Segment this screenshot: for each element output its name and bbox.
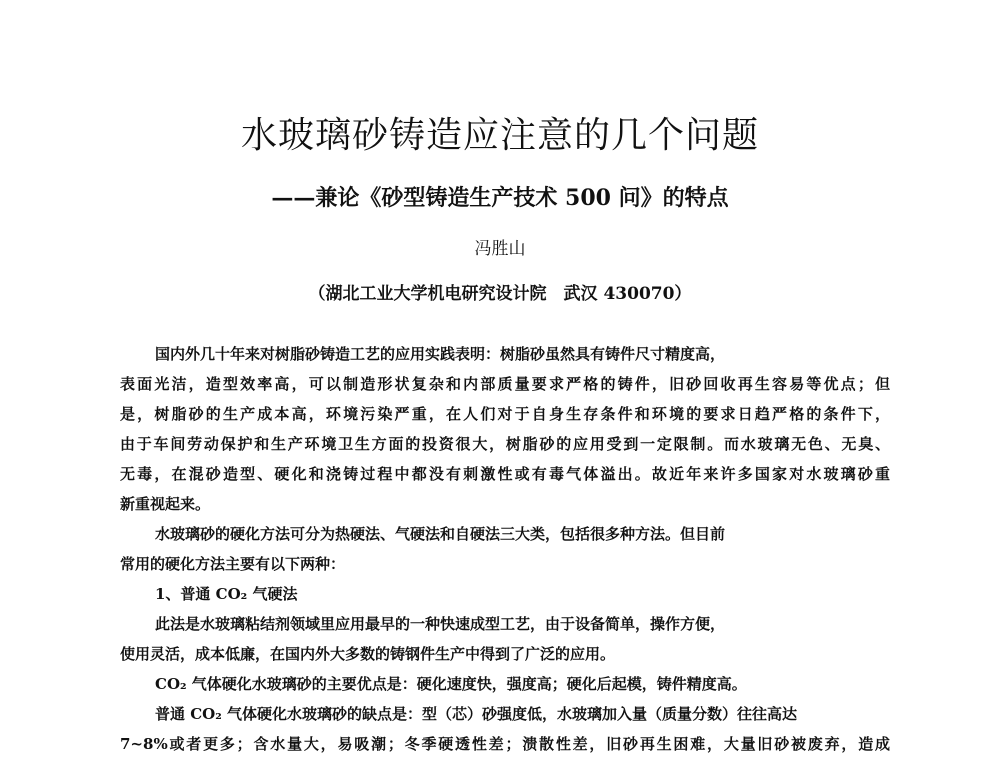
body-line: 此法是水玻璃粘结剂领域里应用最早的一种快速成型工艺，由于设备简单，操作方便， [155,615,726,633]
body-line: CO₂ 气体硬化水玻璃砂的主要优点是：硬化速度快，强度高；硬化后起模，铸件精度高。 [155,675,747,693]
paper-body [120,339,890,759]
body-line: 是，树脂砂的生产成本高，环境污染严重，在人们对于自身生存条件和环境的要求日趋严格的条件下， [120,405,890,423]
body-line: 使用灵活，成本低廉，在国内外大多数的铸钢件生产中得到了广泛的应用。 [120,645,616,663]
body-line: 国内外几十年来对树脂砂铸造工艺的应用实践表明：树脂砂虽然具有铸件尺寸精度高， [155,345,726,363]
body-line: 7~8%或者更多；含水量大，易吸潮；冬季硬透性差；溃散性差，旧砂再生困难，大量旧砂被废弃，造成 [120,735,890,753]
paper-subtitle: ——兼论《砂型铸造生产技术 500 问》的特点 [271,185,729,211]
body-line: 无毒，在混砂造型、硬化和浇铸过程中都没有刺激性或有毒气体溢出。故近年来许多国家对水玻璃砂重 [120,465,890,483]
body-line: 水玻璃砂的硬化方法可分为热硬法、气硬法和自硬法三大类，包括很多种方法。但目前 [155,525,726,543]
body-line: 由于车间劳动保护和生产环境卫生方面的投资很大，树脂砂的应用受到一定限制。而水玻璃无色、无臭、 [120,435,890,453]
paper-title: 水玻璃砂铸造应注意的几个问题 [240,115,759,156]
body-line: 普通 CO₂ 气体硬化水玻璃砂的缺点是：型（芯）砂强度低，水玻璃加入量（质量分数）往往高达 [155,705,798,723]
body-line: 表面光洁，造型效率高，可以制造形状复杂和内部质量要求严格的铸件，旧砂回收再生容易等优点；但 [120,375,890,393]
body-line: 新重视起来。 [120,495,211,513]
paper-affiliation: （湖北工业大学机电研究设计院 武汉 430070） [308,284,692,304]
body-line: 常用的硬化方法主要有以下两种： [120,555,346,573]
paper-author: 冯胜山 [474,239,526,259]
section-heading: 1、普通 CO₂ 气硬法 [155,585,298,603]
